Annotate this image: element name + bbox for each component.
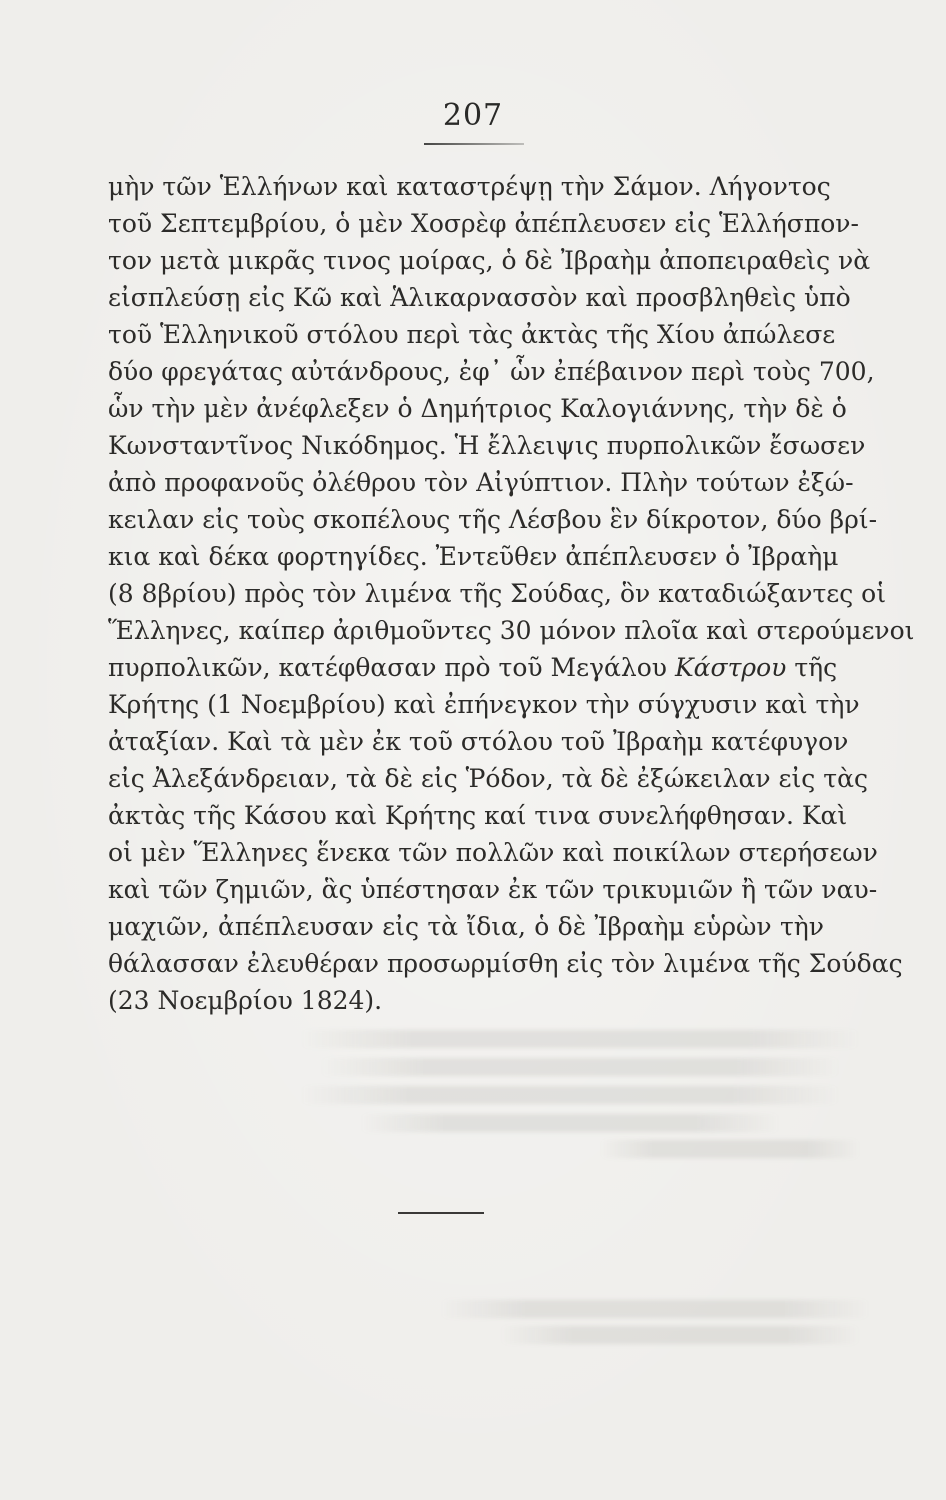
text-line: Κρήτης (1 Νοεμβρίου) καὶ ἐπήνεγκον τὴν σύγχυσιν καὶ τὴν <box>108 690 860 719</box>
text-line: ὧν τὴν μὲν ἀνέφλεξεν ὁ Δημήτριος Καλογιάννης, τὴν δὲ ὁ <box>108 394 847 423</box>
text-line: (23 Νοεμβρίου 1824). <box>108 986 383 1015</box>
section-end-rule <box>398 1212 484 1214</box>
show-through-shadow <box>360 1114 780 1132</box>
page-number-rule <box>424 143 524 145</box>
show-through-shadow <box>500 1326 860 1344</box>
text-line: μαχιῶν, ἀπέπλευσαν εἰς τὰ ἴδια, ὁ δὲ Ἰβραὴμ εὑρὼν τὴν <box>108 912 824 941</box>
text-line: δύο φρεγάτας αὐτάνδρους, ἐφ᾿ ὧν ἐπέβαινον περὶ τοὺς 700, <box>108 357 875 386</box>
text-line: ἀκτὰς τῆς Κάσου καὶ Κρήτης καί τινα συνελήφθησαν. Καὶ <box>108 801 848 830</box>
text-line: τοῦ Σεπτεμβρίου, ὁ μὲν Χοσρὲφ ἀπέπλευσεν εἰς Ἑλλήσπον- <box>108 209 859 238</box>
text-line: τοῦ Ἑλληνικοῦ στόλου περὶ τὰς ἀκτὰς τῆς Χίου ἀπώλεσε <box>108 320 836 349</box>
show-through-shadow <box>600 1140 860 1158</box>
text-line: κειλαν εἰς τοὺς σκοπέλους τῆς Λέσβου ἓν δίκροτον, δύο βρί- <box>108 505 878 534</box>
text-line: ἀταξίαν. Καὶ τὰ μὲν ἐκ τοῦ στόλου τοῦ Ἰβραὴμ κατέφυγον <box>108 727 849 756</box>
text-line: Ἕλληνες, καίπερ ἀριθμοῦντες 30 μόνον πλοῖα καὶ στερούμενοι <box>108 616 915 645</box>
page-number: 207 <box>442 98 504 133</box>
show-through-shadow <box>300 1086 840 1104</box>
text-line: κια καὶ δέκα φορτηγίδες. Ἐντεῦθεν ἀπέπλευσεν ὁ Ἰβραὴμ <box>108 542 839 571</box>
italic-text: Κάστρου <box>674 653 787 682</box>
text-line: Κωνσταντῖνος Νικόδημος. Ἡ ἔλλειψις πυρπολικῶν ἔσωσεν <box>108 431 866 460</box>
text-line: θάλασσαν ἐλευθέραν προσωρμίσθη εἰς τὸν λιμένα τῆς Σούδας <box>108 949 903 978</box>
text-line: εἰσπλεύσῃ εἰς Κῶ καὶ Ἁλικαρνασσὸν καὶ προσβληθεὶς ὑπὸ <box>108 283 851 312</box>
text-line: τον μετὰ μικρᾶς τινος μοίρας, ὁ δὲ Ἰβραὴμ ἀποπειραθεὶς νὰ <box>108 246 871 275</box>
text-segment: τῆς <box>794 653 838 682</box>
text-segment: πυρπολικῶν, κατέφθασαν πρὸ τοῦ Μεγάλου <box>108 653 667 682</box>
show-through-shadow <box>300 1030 860 1048</box>
body-text <box>108 168 915 1019</box>
text-line: ἀπὸ προφανοῦς ὀλέθρου τὸν Αἰγύπτιον. Πλὴν τούτων ἐξώ- <box>108 468 854 497</box>
show-through-shadow <box>440 1300 870 1318</box>
text-line: οἱ μὲν Ἕλληνες ἕνεκα τῶν πολλῶν καὶ ποικίλων στερήσεων <box>108 838 878 867</box>
show-through-shadow <box>320 1058 840 1076</box>
text-line-with-italic <box>108 649 838 686</box>
text-line: εἰς Ἀλεξάνδρειαν, τὰ δὲ εἰς Ῥόδον, τὰ δὲ ἐξώκειλαν εἰς τὰς <box>108 764 868 793</box>
text-line: μὴν τῶν Ἑλλήνων καὶ καταστρέψῃ τὴν Σάμον. Λήγοντος <box>108 172 831 201</box>
text-line: καὶ τῶν ζημιῶν, ἃς ὑπέστησαν ἐκ τῶν τρικυμιῶν ἢ τῶν ναυ- <box>108 875 878 904</box>
text-line: (8 8βρίου) πρὸς τὸν λιμένα τῆς Σούδας, ὃν καταδιώξαντες οἱ <box>108 579 887 608</box>
